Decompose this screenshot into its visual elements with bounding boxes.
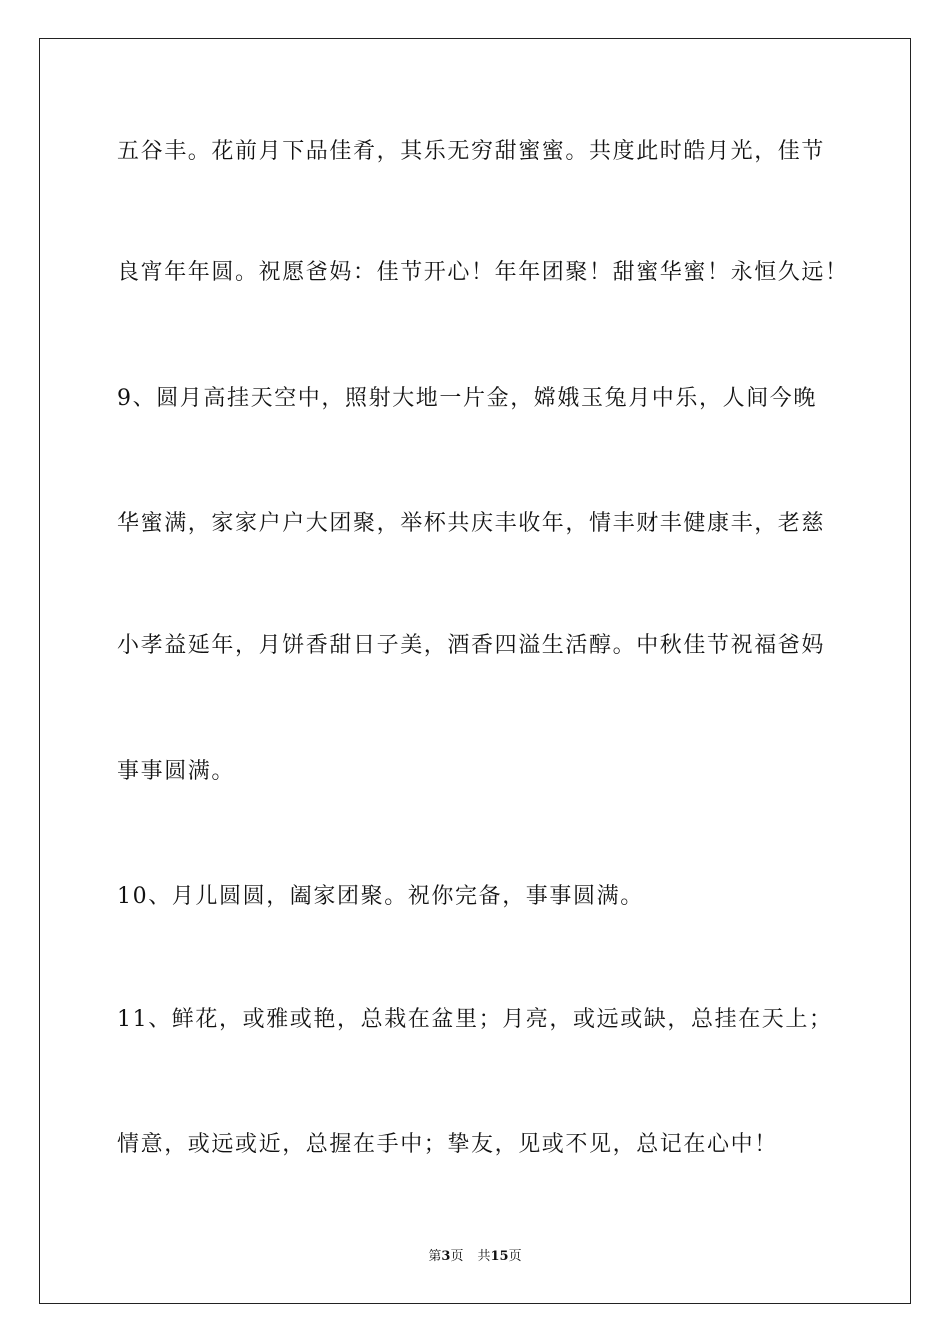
body-line-2: 良宵年年圆。祝愿爸妈：佳节开心！年年团聚！甜蜜华蜜！永恒久远！ xyxy=(117,260,849,285)
body-line-7: 10、月儿圆圆，阖家团聚。祝你完备，事事圆满。 xyxy=(117,884,644,909)
page-prefix: 第 xyxy=(428,1249,442,1264)
body-line-3: 9、圆月高挂天空中，照射大地一片金，嫦娥玉兔月中乐，人间今晚 xyxy=(117,386,817,411)
total-prefix: 共 xyxy=(477,1249,491,1264)
body-line-5: 小孝益延年，月饼香甜日子美，酒香四溢生活醇。中秋佳节祝福爸妈 xyxy=(117,633,826,658)
page-current: 3 xyxy=(441,1249,451,1264)
body-line-4: 华蜜满，家家户户大团聚，举杯共庆丰收年，情丰财丰健康丰，老慈 xyxy=(117,511,826,536)
body-line-9: 情意，或远或近，总握在手中；挚友，见或不见，总记在心中！ xyxy=(117,1132,778,1157)
page-border xyxy=(39,38,911,1304)
total-suffix: 页 xyxy=(508,1249,522,1264)
body-line-8: 11、鲜花，或雅或艳，总栽在盆里；月亮，或远或缺，总挂在天上； xyxy=(117,1007,833,1032)
page-total: 15 xyxy=(490,1249,509,1264)
body-line-1: 五谷丰。花前月下品佳肴，其乐无穷甜蜜蜜。共度此时皓月光，佳节 xyxy=(117,139,826,164)
body-line-6: 事事圆满。 xyxy=(117,759,236,784)
page-footer xyxy=(0,1248,950,1266)
page-suffix: 页 xyxy=(450,1249,464,1264)
